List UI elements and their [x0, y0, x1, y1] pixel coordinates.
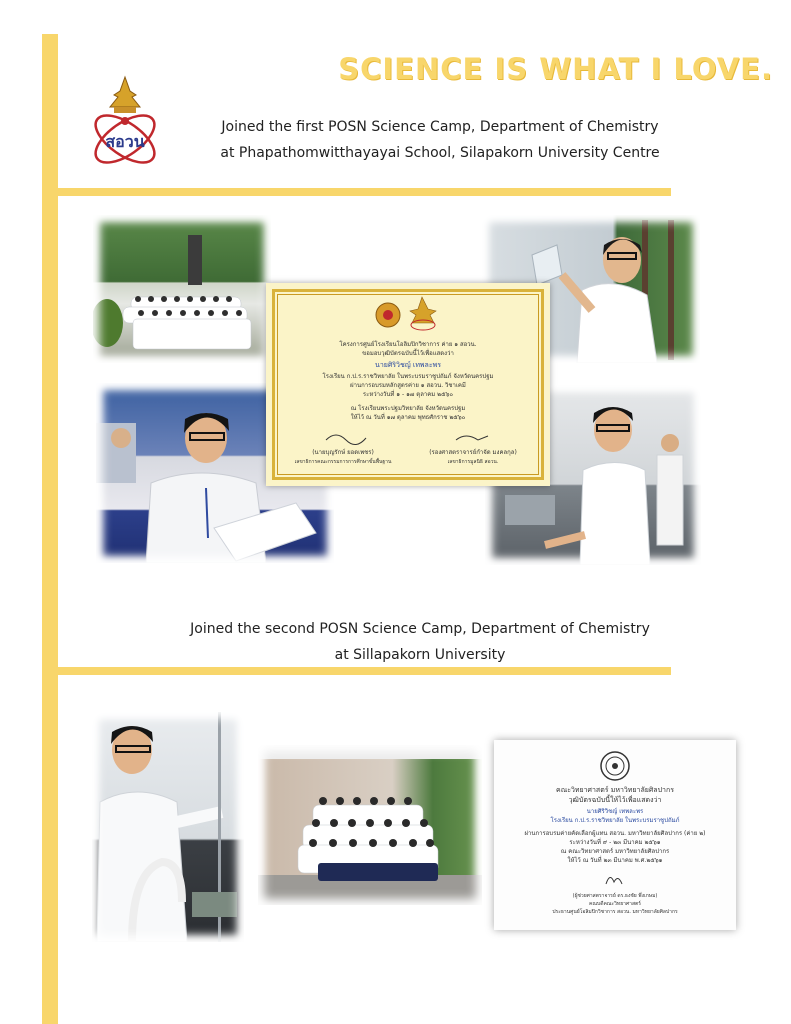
section1-caption — [180, 114, 700, 166]
left-accent-bar — [42, 34, 58, 1024]
logo-text: สอวน — [105, 132, 145, 151]
cert2-sig-title1: คณบดีคณะวิทยาศาสตร์ — [589, 901, 641, 907]
cert2-sig-title2: ประธานศูนย์โอลิมปิกวิชาการ สอวน. มหาวิทยาลัยศิลปากร — [552, 909, 678, 915]
divider-top — [58, 188, 671, 196]
photo-group-students-outdoor — [93, 215, 271, 363]
certificate-camp2 — [494, 740, 736, 930]
cert1-line5: ผ่านการอบรมหลักสูตรค่าย ๑ สอวน. วิชาเคมี — [350, 382, 466, 389]
cert1-line8: ให้ไว้ ณ วันที่ ๑๗ ตุลาคม พุทธศักราช ๒๕๖๐ — [350, 414, 466, 421]
certificate-camp1 — [266, 283, 550, 486]
cert2-line7: ณ คณะวิทยาศาสตร์ มหาวิทยาลัยศิลปากร — [560, 848, 670, 855]
cert1-line7: ณ โรงเรียนพระปฐมวิทยาลัย จังหวัดนครปฐม — [350, 405, 466, 412]
cert1-line6: ระหว่างวันที่ ๑ - ๑๗ ตุลาคม ๒๕๖๐ — [362, 391, 454, 398]
cert2-sig-name: (ผู้ช่วยศาสตราจารย์ ดร.ธงชัย พึ่งเกษม) — [572, 893, 658, 899]
cert1-sig1-title: เลขาธิการคณะกรรมการการศึกษาขั้นพื้นฐาน — [294, 459, 392, 465]
cert2-line2: วุฒิบัตรฉบับนี้ให้ไว้เพื่อแสดงว่า — [568, 796, 662, 804]
cert1-line4: โรงเรียน ก.ป.ร.ราชวิทยาลัย ในพระบรมราชูปถัมภ์ จังหวัดนครปฐม — [322, 373, 494, 380]
section2-caption — [170, 616, 670, 668]
cert2-line4: โรงเรียน ก.ป.ร.ราชวิทยาลัย ในพระบรมราชูปถัมภ์ — [550, 817, 680, 824]
cert1-line2: ขอมอบวุฒิบัตรฉบับนี้ไว้เพื่อแสดงว่า — [362, 350, 454, 357]
cert1-sig2-name: (รองศาสตราจารย์กำจัด มงคลกุล) — [429, 449, 517, 456]
section1-caption-line1: Joined the first POSN Science Camp, Department of Chemistry — [221, 119, 659, 135]
cert1-sig2-title: เลขาธิการมูลนิธิ สอวน. — [447, 459, 499, 465]
page-heading: SCIENCE IS WHAT I LOVE. — [338, 52, 773, 86]
cert1-sig1-name: (นายบุญรักษ์ ยอดเพชร) — [312, 449, 374, 456]
cert2-name: นายศิริวิชญ์ เทพละพร — [586, 808, 644, 815]
section2-caption-line2: at Sillapakorn University — [334, 647, 506, 663]
cert2-line5: ผ่านการอบรมค่ายคัดเลือกผู้แทน สอวน. มหาวิทยาลัยศิลปากร (ค่าย ๒) — [524, 830, 706, 837]
cert2-line6: ระหว่างวันที่ ๙ - ๒๓ มีนาคม ๒๕๖๑ — [569, 839, 661, 846]
divider-middle — [58, 667, 671, 675]
section2-caption-line1: Joined the second POSN Science Camp, Department of Chemistry — [190, 621, 650, 637]
photo-group-camp2 — [258, 745, 482, 905]
cert2-line1: คณะวิทยาศาสตร์ มหาวิทยาลัยศิลปากร — [556, 786, 674, 794]
cert1-name: นายศิริวิชญ์ เทพละพร — [375, 361, 441, 369]
section1-caption-line2: at Phapathomwitthayayai School, Silapakorn University Centre — [220, 145, 660, 161]
cert1-line1: โครงการศูนย์โรงเรียนโอลิมปิกวิชาการ ค่าย ๑ สอวน. — [339, 341, 477, 348]
posn-logo — [84, 73, 167, 177]
cert2-line8: ให้ไว้ ณ วันที่ ๒๓ มีนาคม พ.ศ.๒๕๖๑ — [567, 857, 663, 864]
photo-student-lab-coat-apparatus — [92, 712, 244, 942]
